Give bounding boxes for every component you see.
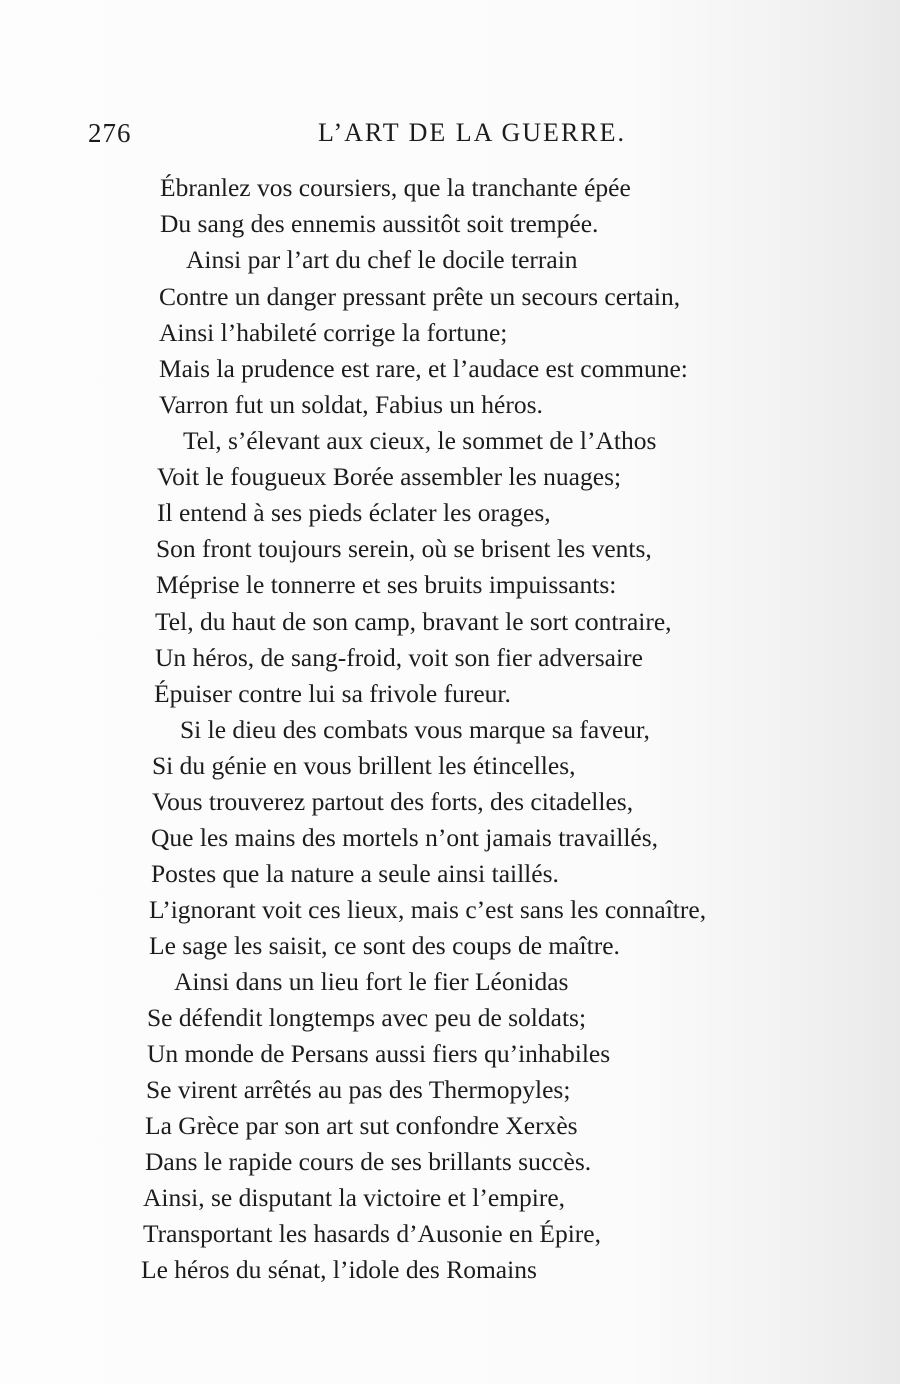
verse-line: La Grèce par son art sut confondre Xerxès [145,1111,578,1140]
verse-line: Le sage les saisit, ce sont des coups de maître. [149,931,620,960]
verse-line: Épuiser contre lui sa frivole fureur. [154,679,511,708]
verse-line: Ainsi l’habileté corrige la fortune; [159,318,508,347]
verse-line: Un héros, de sang-froid, voit son fier adversaire [155,643,643,672]
verse-line: Tel, du haut de son camp, bravant le sort contraire, [155,607,672,636]
verse-line: Se défendit longtemps avec peu de soldats; [147,1003,587,1032]
verse-line: Voit le fougueux Borée assembler les nuages; [157,462,622,491]
verse-line: Méprise le tonnerre et ses bruits impuissants: [156,570,617,599]
verse-line: Ébranlez vos coursiers, que la tranchante épée [160,173,631,202]
verse-line: Que les mains des mortels n’ont jamais travaillés, [151,823,659,852]
page-number: 276 [88,118,132,148]
verse-line: Si le dieu des combats vous marque sa faveur, [180,715,650,744]
verse-line: Le héros du sénat, l’idole des Romains [141,1255,537,1284]
verse-line: Postes que la nature a seule ainsi taillés. [151,859,559,888]
verse-line: L’ignorant voit ces lieux, mais c’est sans les connaître, [149,895,707,924]
verse-line: Du sang des ennemis aussitôt soit trempée. [160,209,599,238]
verse-line: Son front toujours serein, où se brisent les vents, [156,534,652,563]
verse-line: Contre un danger pressant prête un secours certain, [159,282,681,311]
verse-line: Transportant les hasards d’Ausonie en Épire, [143,1219,601,1248]
verse-line: Ainsi, se disputant la victoire et l’empire, [143,1183,566,1212]
running-title: L’ART DE LA GUERRE. [318,118,627,147]
verse-line: Il entend à ses pieds éclater les orages, [157,498,551,527]
verse-line: Si du génie en vous brillent les étincelles, [152,751,576,780]
verse-line: Dans le rapide cours de ses brillants succès. [145,1147,592,1176]
page-header [88,118,658,154]
verse-line: Mais la prudence est rare, et l’audace est commune: [159,354,688,383]
verse-line: Se virent arrêtés au pas des Thermopyles; [146,1075,571,1104]
verse-line: Un monde de Persans aussi fiers qu’inhabiles [147,1039,611,1068]
verse-line: Varron fut un soldat, Fabius un héros. [159,390,543,419]
verse-line: Tel, s’élevant aux cieux, le sommet de l’Athos [183,426,657,455]
verse-line: Ainsi par l’art du chef le docile terrain [186,245,578,274]
verse-line: Vous trouverez partout des forts, des citadelles, [152,787,634,816]
verse-line: Ainsi dans un lieu fort le fier Léonidas [174,967,569,996]
